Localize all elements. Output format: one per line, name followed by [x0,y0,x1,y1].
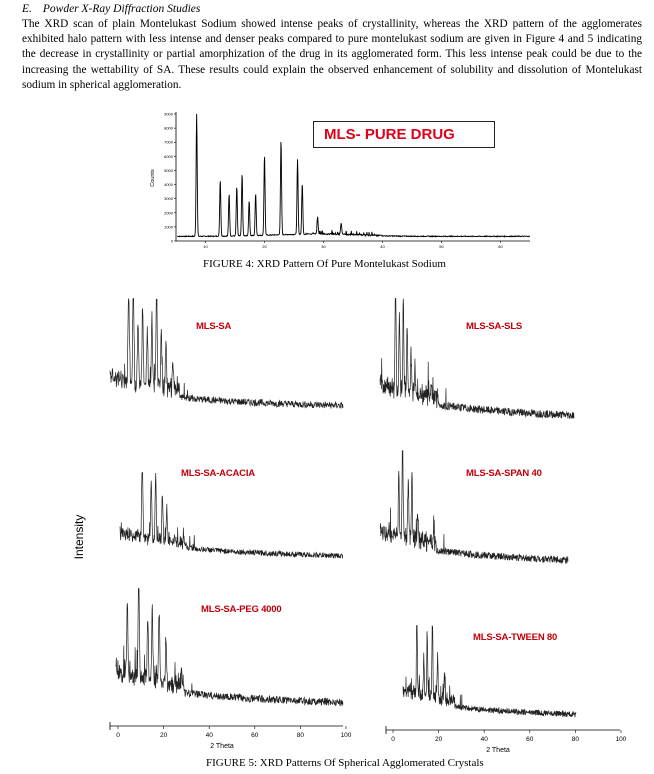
fig5-trace-0 [110,298,343,408]
fig5-right-x-label: 2 Theta [486,747,510,752]
fig5-left-x-tick-label: 100 [340,732,352,739]
fig5-left-x-label: 2 Theta [210,743,234,750]
fig5-left-x-tick-label: 60 [251,732,259,739]
fig4-y-tick-label: 3000 [164,196,173,202]
panel-label-mls-sa: MLS-SA [196,321,232,332]
fig4-x-tick-label: 20 [262,244,267,249]
fig4-y-tick-label: 2000 [164,210,173,216]
fig4-x-tick-label: 50 [439,244,444,249]
pure-drug-label: MLS- PURE DRUG [324,126,455,143]
section-title: Powder X-Ray Diffraction Studies [42,3,201,15]
panel-label-mls-sa-span40: MLS-SA-SPAN 40 [466,468,542,479]
panel-label-mls-sa-acacia: MLS-SA-ACACIA [181,468,255,479]
figure5-caption: FIGURE 5: XRD Patterns Of Spherical Agglomerated Crystals [206,757,484,769]
fig4-y-tick-label: 1000 [164,224,173,230]
fig4-y-tick-label: 8000 [164,125,173,131]
fig4-y-ticks [164,112,176,244]
fig4-y-tick-label: 6000 [164,153,173,159]
fig4-y-tick-label: 0 [170,238,173,244]
fig4-y-tick-label: 7000 [164,139,173,145]
fig5-left-x-tick-label: 0 [116,732,120,739]
fig4-x-tick-label: 60 [498,244,503,249]
fig4-y-label: Counts [150,169,156,187]
fig5-right-x-tick-label: 0 [391,736,395,743]
fig5-left-x-tick-label: 80 [296,732,305,739]
fig5-right-x-tick-label: 60 [526,736,534,743]
pure-drug-legend-box [313,121,495,148]
fig5-trace-1 [380,298,574,418]
panel-label-mls-sa-tween80: MLS-SA-TWEEN 80 [473,632,558,643]
fig5-left-x-ticks [116,726,352,739]
fig4-x-tick-label: 10 [203,244,208,249]
figure5-chart [98,290,638,752]
figure5-y-label: Intensity [72,514,86,560]
fig4-x-ticks [203,241,503,249]
fig5-right-x-tick-label: 20 [434,736,443,743]
figure4-caption: FIGURE 4: XRD Pattern Of Pure Montelukast Sodium [203,258,446,270]
section-heading [22,3,200,15]
panel-label-mls-sa-peg4000: MLS-SA-PEG 4000 [201,604,282,615]
fig5-right-x-tick-label: 100 [615,736,627,743]
panel-label-mls-sa-sls: MLS-SA-SLS [466,321,523,332]
fig5-left-x-tick-label: 40 [205,732,213,739]
fig4-x-tick-label: 40 [380,244,385,249]
section-number: E. [22,3,32,15]
fig4-y-tick-label: 5000 [164,167,173,173]
fig5-right-x-tick-label: 80 [571,736,580,743]
fig4-x-tick-label: 30 [321,244,326,249]
body-paragraph: The XRD scan of plain Montelukast Sodium showed intense peaks of crystallinity, whereas the XRD pattern of the agglomerates exhibited halo pattern with less intense and denser peaks compared to pure montelukast sodium are given in Figure 4 and 5 indicating the decrease in crystallinity or partial amorphization of the drug in its agglomerated form. This less intense peak could be due to the increasing the wettability of SA. These results could explain the observed enhancement of solubility and dissolution of Montelukast sodium in spherical agglomeration. [22,18,642,91]
fig5-left-x-tick-label: 20 [159,732,168,739]
fig5-right-x-ticks [391,730,627,743]
fig5-right-x-tick-label: 40 [480,736,488,743]
fig5-trace-2 [120,473,343,559]
fig4-y-tick-label: 9000 [164,111,173,117]
fig4-y-tick-label: 4000 [164,182,173,188]
